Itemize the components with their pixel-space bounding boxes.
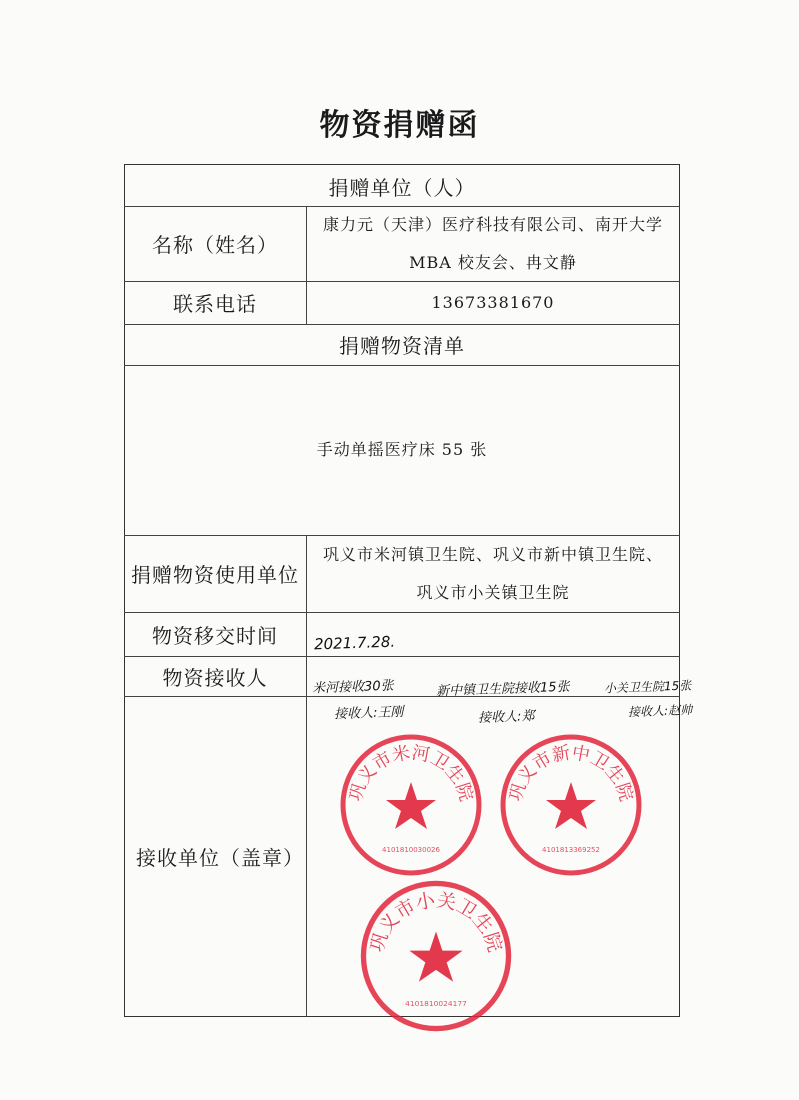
receiver-1-signature: 接收人:王刚 <box>333 704 404 723</box>
receiver-2-signature: 接收人:郑 <box>477 709 535 726</box>
use-unit-value <box>306 535 680 612</box>
receiver-3-signature: 接收人:赵帅 <box>627 702 693 720</box>
receiving-unit-label: 接收单位（盖章） <box>136 846 304 870</box>
items-value: 手动单摇医疗床 55 张 <box>316 440 488 459</box>
donor-section-header: 捐赠单位（人） <box>328 175 476 200</box>
seal-xinzhong <box>496 730 646 880</box>
name-value-line1: 康力元（天津）医疗科技有限公司、南开大学 <box>322 214 663 234</box>
name-label: 名称（姓名） <box>152 233 278 257</box>
list-header: 捐赠物资清单 <box>339 334 465 358</box>
receiver-label: 物资接收人 <box>162 665 268 690</box>
seal-2-text: 巩义市新中卫生院 <box>505 742 637 804</box>
seal-2-code: 4101813369252 <box>542 846 600 854</box>
use-unit-line1: 巩义市米河镇卫生院、巩义市新中镇卫生院、 <box>322 544 663 564</box>
receiver-3-note: 小关卫生院15张 <box>603 678 692 696</box>
handover-time-value: 2021.7.28. <box>313 632 396 654</box>
handover-time-label: 物资移交时间 <box>152 623 278 648</box>
receiver-2-note: 新中镇卫生院接收15张 <box>435 679 570 700</box>
phone-label: 联系电话 <box>173 292 257 316</box>
phone-value: 13673381670 <box>431 292 555 312</box>
page-title: 物资捐赠函 <box>319 108 480 143</box>
name-value-line2: MBA 校友会、冉文静 <box>409 252 577 272</box>
seal-1-code: 4101810030026 <box>382 846 440 854</box>
receiver-1-note: 米河接收30张 <box>311 678 394 697</box>
seal-3-code: 4101810024177 <box>405 999 467 1009</box>
seal-xiaoguan <box>356 876 516 1036</box>
seal-3-text: 巩义市小关卫生院 <box>365 888 507 955</box>
name-value <box>306 206 680 281</box>
use-unit-label: 捐赠物资使用单位 <box>131 563 299 587</box>
seal-1-text: 巩义市米河卫生院 <box>345 742 477 804</box>
seal-mihe <box>336 730 486 880</box>
use-unit-line2: 巩义市小关镇卫生院 <box>416 582 570 602</box>
